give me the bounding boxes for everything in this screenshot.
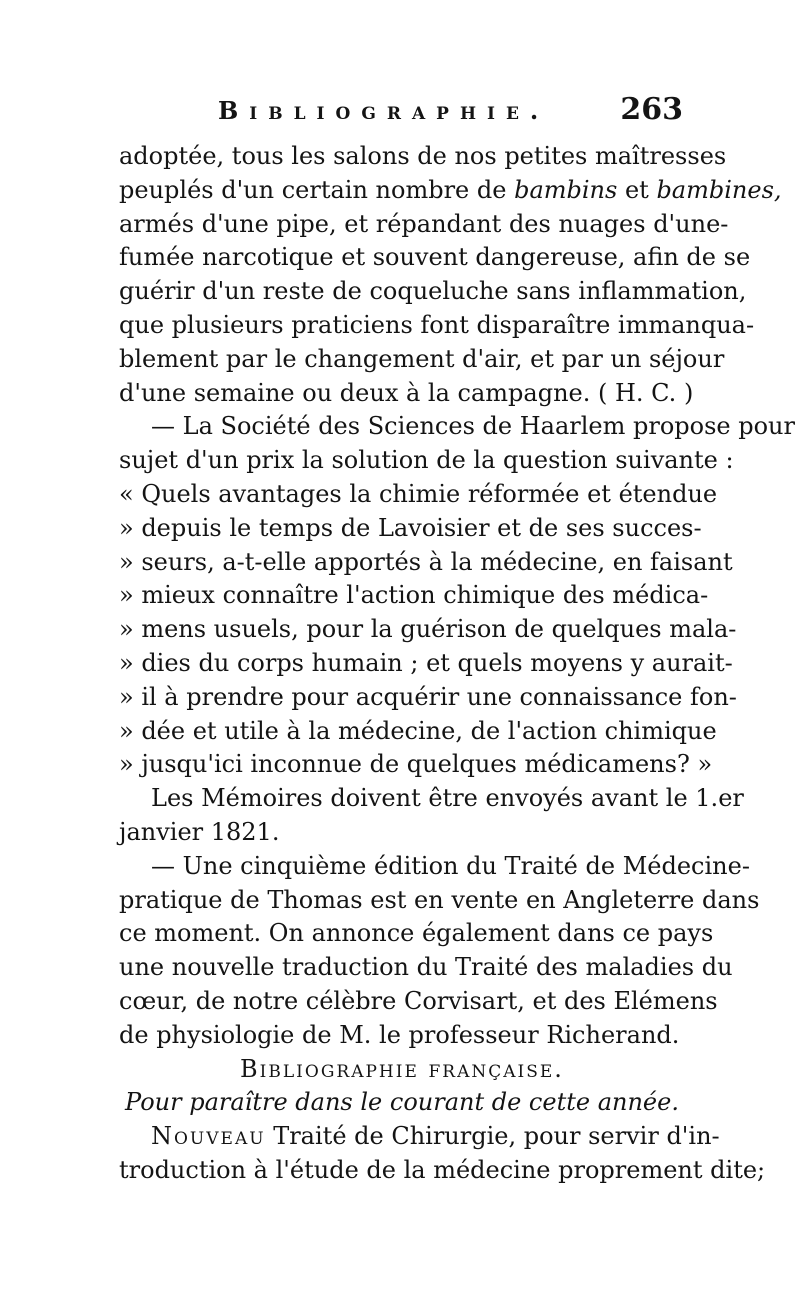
section-heading: Bibliographie française. bbox=[240, 1054, 564, 1083]
text-line: — La Société des Sciences de Haarlem propose pour bbox=[151, 412, 795, 441]
running-title: Bibliographie. bbox=[218, 96, 550, 125]
text-line: pratique de Thomas est en vente en Angleterre dans bbox=[119, 885, 760, 914]
text-line: fumée narcotique et souvent dangereuse, afin de se bbox=[119, 243, 751, 272]
text-line: d'une semaine ou deux à la campagne. ( H. C. ) bbox=[119, 378, 694, 407]
quote-line: « Quels avantages la chimie réformée et étendue bbox=[119, 479, 718, 508]
quote-line: » mens usuels, pour la guérison de quelques mala- bbox=[119, 615, 737, 644]
body-text bbox=[119, 140, 795, 1188]
text-line: janvier 1821. bbox=[119, 817, 280, 846]
text-line: blement par le changement d'air, et par un séjour bbox=[119, 344, 725, 373]
text-line: Nouveau Traité de Chirurgie, pour servir d'in- bbox=[151, 1122, 720, 1151]
text-line: adoptée, tous les salons de nos petites maîtresses bbox=[119, 142, 727, 170]
quote-line: » depuis le temps de Lavoisier et de ses succes- bbox=[119, 513, 702, 542]
text-line: Les Mémoires doivent être envoyés avant le 1.er bbox=[151, 784, 744, 813]
text-line: peuplés d'un certain nombre de bambins et bambines, bbox=[119, 175, 782, 204]
text-line: — Une cinquième édition du Traité de Médecine- bbox=[151, 851, 750, 880]
text-line: sujet d'un prix la solution de la question suivante : bbox=[119, 446, 734, 475]
quote-line: » il à prendre pour acquérir une connaissance fon- bbox=[119, 682, 737, 711]
text-line: une nouvelle traduction du Traité des maladies du bbox=[119, 953, 733, 982]
section-subheading: Pour paraître dans le courant de cette année. bbox=[125, 1088, 679, 1117]
page-header bbox=[218, 92, 683, 136]
text-line: que plusieurs praticiens font disparaître immanqua- bbox=[119, 310, 755, 339]
quote-line: » seurs, a-t-elle apportés à la médecine, en faisant bbox=[119, 547, 733, 576]
text-line: armés d'une pipe, et répandant des nuages d'une- bbox=[119, 209, 729, 238]
text-line: cœur, de notre célèbre Corvisart, et des Elémens bbox=[119, 986, 718, 1015]
quote-line: » dies du corps humain ; et quels moyens y aurait- bbox=[119, 648, 733, 677]
text-line: guérir d'un reste de coqueluche sans inflammation, bbox=[119, 277, 747, 306]
text-line: de physiologie de M. le professeur Richerand. bbox=[119, 1020, 680, 1049]
quote-line: » dée et utile à la médecine, de l'action chimique bbox=[119, 716, 717, 745]
text-line: troduction à l'étude de la médecine proprement dite; bbox=[119, 1155, 766, 1184]
quote-line: » jusqu'ici inconnue de quelques médicamens? » bbox=[119, 750, 713, 779]
page-number: 263 bbox=[620, 92, 683, 127]
text-line: ce moment. On annonce également dans ce pays bbox=[119, 919, 714, 948]
quote-line: » mieux connaître l'action chimique des médica- bbox=[119, 581, 709, 610]
